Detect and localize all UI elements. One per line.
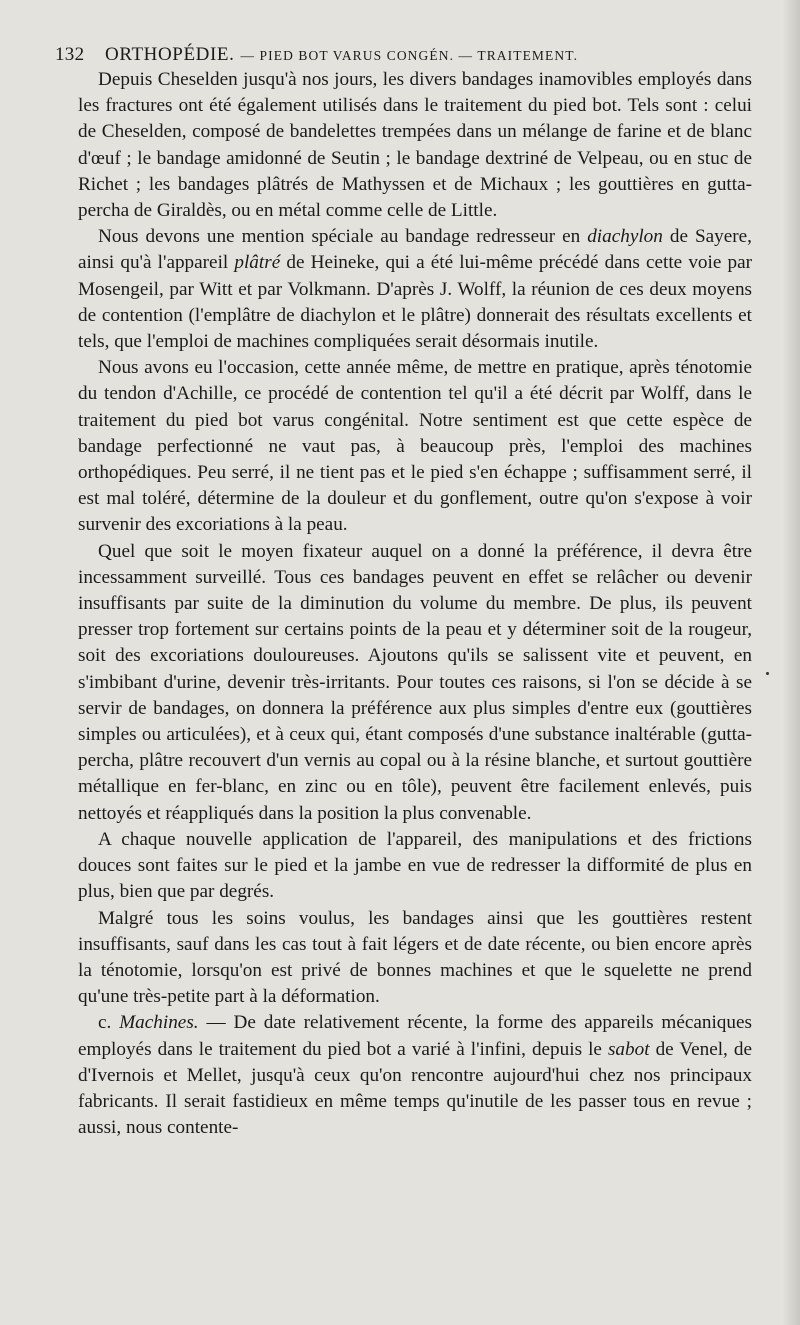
paragraph-2-italic-diachylon: diachylon [587,226,663,248]
paragraph-2-italic-platre: plâtré [234,252,281,274]
section-title: — PIED BOT VARUS CONGÉN. — TRAITEMENT. [240,48,579,63]
paragraph-4: Quel que soit le moyen fixateur auquel on a donné la préférence, il devra être incessamment surveillé. Tous ces bandages peuvent en effet se relâcher ou devenir insuffisants par suite de la diminution du volume du membre. De plus, ils peuvent presser trop fortement sur certains points de la peau et y déterminer soit de la rougeur, soit des excoriations douloureuses. Ajoutons qu'ils se salissent vite et peuvent, en s'imbibant d'urine, devenir très-irritants. Pour toutes ces raisons, si l'on se décide à se servir de bandages, on donnera la préférence aux plus simples d'entre eux (gouttières simples ou articulées), et à ceux qui, étant composés d'une substance inaltérable (gutta-percha, plâtre recouvert d'un vernis au copal ou à la résine blanche, et surtout gouttière métallique en fer-blanc, en zinc ou en tôle), peuvent être facilement enlevés, puis nettoyés et réappliqués dans la position la plus convenable. [78,540,752,824]
book-title: ORTHOPÉDIE. [105,44,235,65]
paragraph-7 [78,1010,752,1141]
paragraph-3: Nous avons eu l'occasion, cette année même, de mettre en pratique, après ténotomie du tendon d'Achille, ce procédé de contention tel qu'il a été décrit par Wolff, dans le traitement du pied bot varus congénital. Notre sentiment est que cette espèce de bandage perfectionné ne vaut pas, à beaucoup près, l'emploi des machines orthopédiques. Peu serré, il ne tient pas et le pied s'en échappe ; suffisamment serré, il est mal toléré, détermine de la douleur et du gonflement, outre qu'on s'expose à voir survenir des excoriations à la peau. [78,357,752,536]
paragraph-5: A chaque nouvelle application de l'appareil, des manipulations et des frictions douces sont faites sur le pied et la jambe en vue de redresser la difformité de plus en plus, bien que par degrés. [78,828,752,903]
running-header [55,44,755,68]
paragraph-2-text-a: Nous devons une mention spéciale au bandage redresseur en [98,226,588,248]
paragraph-6: Malgré tous les soins voulus, les bandages ainsi que les gouttières restent insuffisants, sauf dans les cas tout à fait légers et de date récente, ou bien encore après la ténotomie, lorsqu'on est privé de bonnes machines et que le squelette ne prend qu'une très-petite part à la déformation. [78,907,752,1008]
paragraph-7-text-a: c. [98,1012,120,1034]
paragraph-7-text-b: — De date relativement récente, la forme des appareils mécaniques employés dans le traitement du pied bot a varié à l'infini, depuis le [78,1012,752,1060]
paragraph-7-italic-sabot: sabot [607,1038,650,1060]
paragraph-1: Depuis Cheselden jusqu'à nos jours, les divers bandages inamovibles employés dans les fractures ont été également utilisés dans le traitement du pied bot. Tels sont : celui de Cheselden, composé de bandelettes trempées dans un mélange de farine et de blanc d'œuf ; le bandage amidonné de Seutin ; le bandage dextriné de Velpeau, ou en stuc de Richet ; les bandages plâtrés de Mathyssen et de Michaux ; les gouttières en gutta-percha de Giraldès, ou en métal comme celle de Little. [78,69,752,222]
paragraph-7-italic-machines: Machines. [119,1012,199,1034]
paragraph-2 [78,224,752,355]
paragraph-7-text-c: de Venel, de d'Ivernois et Mellet, jusqu'à ceux qu'on rencontre aujourd'hui chez nos principaux fabricants. Il serait fastidieux en même temps qu'inutile de les passer tous en revue ; aussi, nous contente- [78,1038,752,1139]
ink-speck [766,672,769,675]
paragraph-2-text-b: de Sayere, ainsi qu'à l'appareil [78,226,752,274]
paragraph-2-text-c: de Heineke, qui a été lui-même précédé dans cette voie par Mosengeil, par Witt et par Volkmann. D'après J. Wolff, la réunion de ces deux moyens de contention (l'emplâtre de diachylon et le plâtre) donnerait des résultats excellents et tels, que l'emploi de machines compliquées serait désormais inutile. [78,252,752,353]
page-gutter-shadow [782,0,800,1325]
page-number: 132 [55,44,85,65]
body-text [78,67,752,1141]
